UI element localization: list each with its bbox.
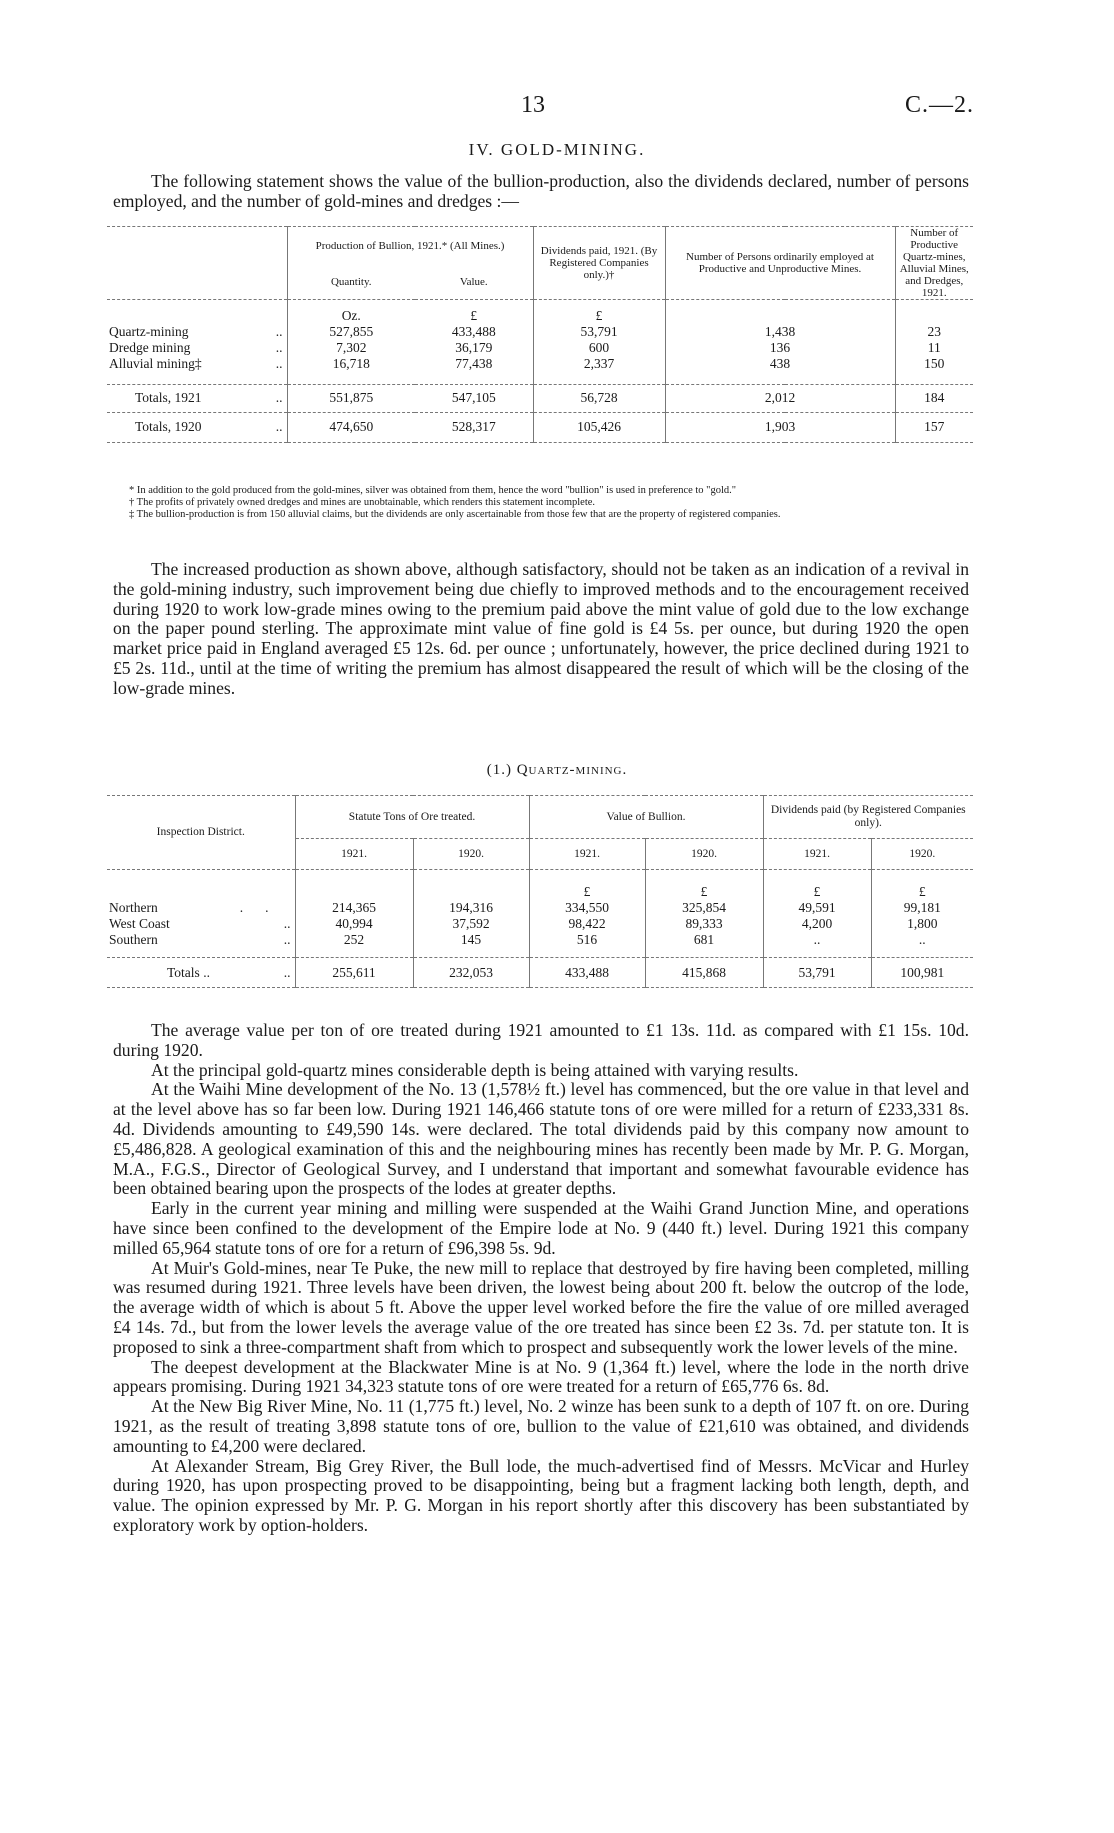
- table-cell: 415,868: [645, 958, 763, 988]
- table-cell: 194,316: [413, 900, 529, 916]
- table-cell: 681: [645, 932, 763, 948]
- table-row: [107, 916, 973, 932]
- year-header: 1920.: [645, 839, 763, 870]
- totals-row: [107, 412, 973, 442]
- blank-header-cell: [107, 227, 287, 300]
- row-label: Totals, 1921 ..: [135, 390, 283, 405]
- page-number: 13: [521, 92, 545, 118]
- table-cell: 11: [895, 340, 973, 356]
- row-label: Totals .. ..: [167, 964, 291, 980]
- table-cell: 7,302: [287, 340, 415, 356]
- subsection-title: (1.) Quartz-mining.: [486, 762, 628, 778]
- footnote: † The profits of privately owned dredges and mines are unobtainable, which renders this statement incomplete.: [129, 497, 596, 508]
- dividends-group-header: Dividends paid (by Registered Companies only).: [763, 796, 973, 839]
- unit-label: £: [645, 870, 763, 900]
- paragraph-text: At Muir's Gold-mines, near Te Puke, the new mill to replace that destroyed by fire having been completed, milling was resumed during 1921. Three levels have been driven, the lowest being about 200 ft. below the outcrop of the lode, the average width of which is about 5 ft. Above the upper level worked before the fire the value of ore milled averaged £4 14s. 7d., but from the lower levels the average value of the ore treated has since been £2 3s. 7d. per statute ton. It is proposed to sink a three-compartment shaft from which to prospect and subsequently work the lower levels of the mine.: [113, 1257, 969, 1357]
- table-cell: 16,718: [287, 356, 415, 372]
- table-cell: 157: [895, 412, 973, 442]
- table-cell: 100,981: [871, 958, 973, 988]
- table-cell: 53,791: [533, 324, 665, 340]
- year-header: 1921.: [763, 839, 871, 870]
- row-label: Dredge mining ..: [109, 340, 283, 355]
- row-label: Southern ..: [109, 931, 291, 947]
- unit-label: £: [529, 870, 645, 900]
- table-cell: 252: [295, 932, 413, 948]
- totals-row: [107, 384, 973, 412]
- table-cell: 334,550: [529, 900, 645, 916]
- bullion-production-table: [107, 226, 973, 443]
- table-cell: 1,438: [665, 324, 895, 340]
- quartz-mining-table: [107, 795, 973, 988]
- row-label: West Coast ..: [109, 915, 291, 931]
- table-cell: 433,488: [451, 324, 496, 339]
- table-cell: 2,012: [665, 384, 895, 412]
- table-cell: 527,855: [287, 324, 415, 340]
- table-cell: 98,422: [529, 916, 645, 932]
- table-cell: 547,105: [451, 390, 496, 405]
- table-cell: 36,179: [455, 340, 493, 355]
- table-row: [107, 324, 973, 340]
- section-title: IV. GOLD-MINING.: [468, 140, 646, 159]
- report-reference: C.—2.: [904, 92, 974, 118]
- paragraph-text: At Alexander Stream, Big Grey River, the Bull lode, the much-advertised find of Messrs. McVicar and Hurley during 1920, has upon prospecting proved to be disappointing, being but a fragment lacking both length, depth, and value. The opinion expressed by Mr. P. G. Morgan in his report shortly after this discovery has been substantiated by exploratory work by option-holders.: [113, 1455, 969, 1535]
- footnote: ‡ The bullion-production is from 150 alluvial claims, but the dividends are only ascertainable from those few that are the property of registered companies.: [129, 509, 781, 520]
- table-cell: 1,800: [871, 916, 973, 932]
- table-cell: 145: [413, 932, 529, 948]
- paragraph-text: At the Waihi Mine development of the No. 13 (1,578½ ft.) level has commenced, but the ore value in that level and at the level above has so far been low. During 1921 146,466 statute tons of ore were milled for a return of £233,331 8s. 4d. Dividends amounting to £49,590 14s. were declared. The total dividends paid by this company now amount to £5,486,828. A geological examination of this and the neighbouring mines has recently been made by Mr. P. G. Morgan, M.A., F.G.S., Director of Geological Survey, and I understand that important and somewhat favourable evidence has been obtained bearing upon the prospects of the lodes at greater depths.: [113, 1079, 969, 1199]
- intro-paragraph: [113, 172, 969, 212]
- table-cell: 232,053: [413, 958, 529, 988]
- table-cell: 474,650: [287, 412, 415, 442]
- table-cell: 77,438: [455, 356, 493, 371]
- table-cell: 516: [529, 932, 645, 948]
- row-label: Alluvial mining‡ ..: [109, 356, 283, 371]
- table-cell: 136: [665, 340, 895, 356]
- table-row: [107, 932, 973, 948]
- table-cell: 438: [665, 356, 895, 372]
- value-group-header: Value of Bullion.: [529, 796, 763, 839]
- unit-label: £: [763, 870, 871, 900]
- year-header: 1921.: [295, 839, 413, 870]
- row-label: Totals, 1920 ..: [135, 419, 283, 434]
- table-cell: 49,591: [763, 900, 871, 916]
- value-header: Value.: [459, 275, 488, 288]
- table-cell: 99,181: [871, 900, 973, 916]
- table-cell: 53,791: [763, 958, 871, 988]
- footnotes: [113, 485, 973, 521]
- table-cell: 184: [895, 384, 973, 412]
- paragraph-text: At the principal gold-quartz mines considerable depth is being attained with varying results.: [151, 1059, 799, 1080]
- mines-header: Number of Productive Quartz-mines, Alluvial Mines, and Dredges, 1921.: [895, 227, 973, 300]
- district-header: Inspection District.: [156, 826, 245, 838]
- paragraph-text: Early in the current year mining and milling were suspended at the Waihi Grand Junction Mine, and operations have since been confined to the development of the Empire lode at No. 9 (440 ft.) level. During 1921 this company milled 65,964 statute tons of ore for a return of £96,398 5s. 9d.: [113, 1198, 969, 1258]
- page-header: [0, 92, 1114, 122]
- paragraph-text: The increased production as shown above, although satisfactory, should not be taken as an indication of a revival in the gold-mining industry, such improvement being due chiefly to improved methods and to the encouragement received during 1920 to work low-grade mines owing to the premium paid above the mint value of gold due to the low exchange on the paper pound sterling. The approximate mint value of fine gold is £4 5s. per ounce, but during 1920 the open market price paid in England averaged £5 12s. 6d. per ounce ; unfortunately, however, the price declined during 1921 to £5 2s. 11d., until at the time of writing the premium has almost disappeared the result of which will be the closing of the low-grade mines.: [113, 559, 969, 698]
- quantity-header: Quantity.: [287, 264, 415, 299]
- table-cell: ..: [871, 932, 973, 948]
- table-cell: 551,875: [287, 384, 415, 412]
- table-cell: 325,854: [645, 900, 763, 916]
- unit-value: £: [470, 308, 478, 323]
- year-header: 1920.: [871, 839, 973, 870]
- totals-row: [107, 958, 973, 988]
- table-cell: 105,426: [533, 412, 665, 442]
- table-cell: 89,333: [645, 916, 763, 932]
- table-row: [107, 356, 973, 372]
- table-cell: 255,611: [295, 958, 413, 988]
- table-row: [107, 900, 973, 916]
- production-group-header: Production of Bullion, 1921.* (All Mines.): [287, 227, 533, 265]
- table-cell: 56,728: [533, 384, 665, 412]
- year-header: 1921.: [529, 839, 645, 870]
- persons-header: Number of Persons ordinarily employed at Productive and Unproductive Mines.: [665, 227, 895, 300]
- paragraph-text: At the New Big River Mine, No. 11 (1,775 ft.) level, No. 2 winze has been sunk to a depth of 107 ft. on ore. During 1921, as the result of treating 3,898 statute tons of ore, bullion to the value of £21,610 was obtained, and dividends amounting to £4,200 were declared.: [113, 1396, 969, 1456]
- table-cell: 214,365: [295, 900, 413, 916]
- unit-dividends: £: [533, 300, 665, 325]
- row-label: Northern ..: [109, 899, 291, 915]
- dividends-header: Dividends paid, 1921. (By Registered Companies only.)†: [533, 227, 665, 300]
- tons-group-header: Statute Tons of Ore treated.: [295, 796, 529, 839]
- intro-text: The following statement shows the value of the bullion-production, also the dividends declared, number of persons employed, and the number of gold-mines and dredges :—: [113, 171, 969, 211]
- table-cell: 600: [533, 340, 665, 356]
- row-label: Quartz-mining ..: [109, 324, 283, 339]
- table-cell: 4,200: [763, 916, 871, 932]
- table-cell: 2,337: [533, 356, 665, 372]
- table-row: [107, 340, 973, 356]
- table-cell: 37,592: [413, 916, 529, 932]
- table-cell: ..: [763, 932, 871, 948]
- body-paragraphs: [113, 1021, 969, 1536]
- table-cell: 433,488: [529, 958, 645, 988]
- table-cell: 150: [895, 356, 973, 372]
- table-cell: 40,994: [295, 916, 413, 932]
- paragraph-text: The deepest development at the Blackwater Mine is at No. 9 (1,364 ft.) level, where the lode in the north drive appears promising. During 1921 34,323 statute tons of ore were treated for a return of £65,776 6s. 8d.: [113, 1356, 969, 1397]
- table-cell: 528,317: [451, 419, 496, 434]
- table-cell: 23: [895, 324, 973, 340]
- increase-paragraph: [113, 560, 969, 699]
- table-cell: 1,903: [665, 412, 895, 442]
- unit-quantity: Oz.: [287, 300, 415, 325]
- paragraph-text: The average value per ton of ore treated during 1921 amounted to £1 13s. 11d. as compared with £1 15s. 10d. during 1920.: [113, 1020, 969, 1060]
- unit-label: £: [871, 870, 973, 900]
- footnote: * In addition to the gold produced from the gold-mines, silver was obtained from them, hence the word "bullion" is used in preference to "gold.": [129, 485, 737, 496]
- year-header: 1920.: [413, 839, 529, 870]
